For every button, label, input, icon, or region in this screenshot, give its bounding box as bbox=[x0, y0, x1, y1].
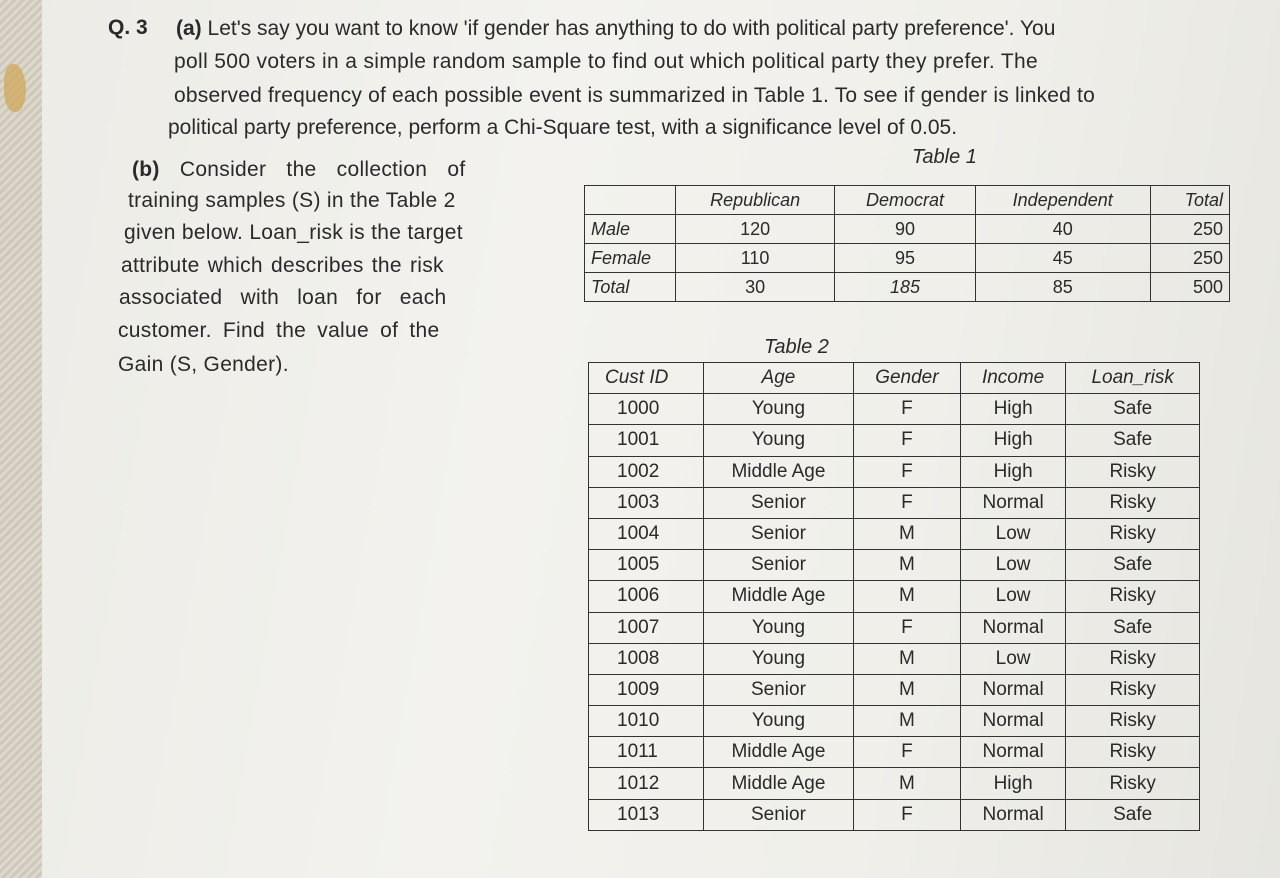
table-row bbox=[589, 643, 1200, 674]
table2-cell: Risky bbox=[1066, 768, 1200, 799]
table1-cell: 85 bbox=[975, 273, 1150, 302]
table-row bbox=[589, 612, 1200, 643]
table1-cell: 250 bbox=[1150, 244, 1229, 273]
table2-cell: F bbox=[853, 737, 960, 768]
table2-cell: 1008 bbox=[589, 643, 704, 674]
table1-header-cell: Independent bbox=[975, 186, 1150, 215]
table-row bbox=[589, 706, 1200, 737]
part-a-line-3: observed frequency of each possible event is summarized in Table 1. To see if gender is linked to bbox=[174, 84, 1095, 107]
table-row bbox=[589, 799, 1200, 830]
table1-header-cell: Democrat bbox=[835, 186, 976, 215]
table1-cell: 45 bbox=[975, 244, 1150, 273]
table2-cell: Risky bbox=[1066, 487, 1200, 518]
table2-cell: Safe bbox=[1066, 799, 1200, 830]
table2-cell: 1003 bbox=[589, 487, 704, 518]
table2-cell: Senior bbox=[704, 518, 854, 549]
table-row bbox=[589, 518, 1200, 549]
table2-cell: Senior bbox=[704, 799, 854, 830]
part-a-line-4: political party preference, perform a Chi-Square test, with a significance level of 0.05. bbox=[168, 116, 958, 139]
background-fabric bbox=[0, 0, 42, 878]
table-row bbox=[589, 394, 1200, 425]
part-b-line-7: Gain (S, Gender). bbox=[118, 353, 289, 376]
table2-cell: Safe bbox=[1066, 612, 1200, 643]
table2-cell: 1013 bbox=[589, 799, 704, 830]
part-b-line-6: customer. Find the value of the bbox=[118, 319, 440, 342]
part-b-line-5: associated with loan for each bbox=[119, 286, 447, 309]
table2-body bbox=[589, 394, 1200, 831]
table2-cell: Young bbox=[704, 394, 854, 425]
table2-cell: 1004 bbox=[589, 518, 704, 549]
table2-cell: Risky bbox=[1066, 456, 1200, 487]
part-b-line-1 bbox=[132, 157, 465, 183]
table1-header-cell bbox=[585, 186, 676, 215]
question-number: Q. 3 bbox=[108, 16, 148, 39]
table-row bbox=[589, 674, 1200, 705]
table2-cell: 1007 bbox=[589, 612, 704, 643]
part-b-label: (b) bbox=[132, 158, 160, 181]
table1-row-label: Male bbox=[585, 215, 676, 244]
table-row bbox=[585, 244, 1230, 273]
table2-cell: F bbox=[853, 487, 960, 518]
table1-caption: Table 1 bbox=[912, 146, 977, 168]
table2-header-cell: Gender bbox=[853, 363, 960, 394]
table2-cell: Low bbox=[960, 581, 1065, 612]
table-row bbox=[589, 581, 1200, 612]
table2-cell: Low bbox=[960, 550, 1065, 581]
part-b-line-4: attribute which describes the risk bbox=[121, 254, 444, 277]
part-a-line-1 bbox=[176, 17, 1055, 41]
table2-cell: M bbox=[853, 518, 960, 549]
table2-cell: F bbox=[853, 799, 960, 830]
table1-cell: 250 bbox=[1150, 215, 1229, 244]
table2-cell: Senior bbox=[704, 550, 854, 581]
part-b-line-2: training samples (S) in the Table 2 bbox=[128, 189, 456, 212]
table2-cell: Normal bbox=[960, 799, 1065, 830]
table2-cell: High bbox=[960, 425, 1065, 456]
part-a-line-2: poll 500 voters in a simple random sample to find out which political party they prefer. The bbox=[174, 50, 1039, 73]
table2-cell: M bbox=[853, 550, 960, 581]
table2-header-cell: Age bbox=[704, 363, 854, 394]
part-b-text-1: Consider the collection of bbox=[179, 158, 466, 181]
table1-header-cell: Republican bbox=[676, 186, 835, 215]
table1-header-row bbox=[585, 186, 1230, 215]
part-a-label: (a) bbox=[176, 17, 202, 40]
table2-cell: F bbox=[853, 456, 960, 487]
table1-cell: 185 bbox=[835, 273, 976, 302]
table2-header-cell: Loan_risk bbox=[1066, 363, 1200, 394]
table2-header-cell: Income bbox=[960, 363, 1065, 394]
table2-cell: M bbox=[853, 768, 960, 799]
table2-cell: Senior bbox=[704, 487, 854, 518]
table-row bbox=[589, 425, 1200, 456]
table2-cell: Young bbox=[704, 425, 854, 456]
table2-cell: Normal bbox=[960, 674, 1065, 705]
table2-cell: Young bbox=[704, 612, 854, 643]
table2-cell: F bbox=[853, 394, 960, 425]
table-row bbox=[589, 737, 1200, 768]
table1-row-label: Total bbox=[585, 273, 676, 302]
table2-cell: 1002 bbox=[589, 456, 704, 487]
table2-cell: High bbox=[960, 394, 1065, 425]
table2-cell: Normal bbox=[960, 487, 1065, 518]
table2-cell: Normal bbox=[960, 737, 1065, 768]
table2-cell: Risky bbox=[1066, 581, 1200, 612]
table2-cell: Safe bbox=[1066, 394, 1200, 425]
table1-cell: 30 bbox=[676, 273, 835, 302]
table2-cell: Middle Age bbox=[704, 737, 854, 768]
table1-cell: 500 bbox=[1150, 273, 1229, 302]
table2-cell: Safe bbox=[1066, 550, 1200, 581]
table-row bbox=[589, 456, 1200, 487]
table1-political-preference bbox=[584, 185, 1230, 302]
table1-cell: 110 bbox=[676, 244, 835, 273]
part-a-text-1: Let's say you want to know 'if gender has anything to do with political party preference'. You bbox=[207, 17, 1056, 40]
table2-cell: F bbox=[853, 425, 960, 456]
table2-cell: Risky bbox=[1066, 706, 1200, 737]
table2-cell: 1011 bbox=[589, 737, 704, 768]
table1-header-cell: Total bbox=[1150, 186, 1229, 215]
table2-header-cell: Cust ID bbox=[589, 363, 704, 394]
table2-cell: M bbox=[853, 674, 960, 705]
table2-cell: Young bbox=[704, 706, 854, 737]
table2-cell: 1012 bbox=[589, 768, 704, 799]
table2-cell: High bbox=[960, 768, 1065, 799]
table2-training-samples bbox=[588, 362, 1200, 831]
table2-cell: F bbox=[853, 612, 960, 643]
table-row bbox=[585, 273, 1230, 302]
table2-cell: Safe bbox=[1066, 425, 1200, 456]
table-row bbox=[589, 550, 1200, 581]
table2-cell: 1009 bbox=[589, 674, 704, 705]
part-b-line-3: given below. Loan_risk is the target bbox=[124, 221, 463, 244]
table2-cell: Low bbox=[960, 643, 1065, 674]
table2-header-row bbox=[589, 363, 1200, 394]
table2-cell: Middle Age bbox=[704, 456, 854, 487]
table2-cell: 1006 bbox=[589, 581, 704, 612]
table2-cell: Middle Age bbox=[704, 768, 854, 799]
table2-cell: Risky bbox=[1066, 737, 1200, 768]
table1-cell: 40 bbox=[975, 215, 1150, 244]
background-fabric-spot bbox=[4, 64, 26, 112]
table2-cell: Senior bbox=[704, 674, 854, 705]
table2-cell: High bbox=[960, 456, 1065, 487]
table-row bbox=[589, 487, 1200, 518]
table2-cell: M bbox=[853, 643, 960, 674]
table2-cell: 1000 bbox=[589, 394, 704, 425]
table2-cell: Low bbox=[960, 518, 1065, 549]
table1-row-label: Female bbox=[585, 244, 676, 273]
table2-cell: Risky bbox=[1066, 643, 1200, 674]
table1-cell: 120 bbox=[676, 215, 835, 244]
table1-cell: 90 bbox=[835, 215, 976, 244]
table2-cell: M bbox=[853, 581, 960, 612]
table2-cell: 1001 bbox=[589, 425, 704, 456]
table2-cell: 1005 bbox=[589, 550, 704, 581]
table2-cell: 1010 bbox=[589, 706, 704, 737]
table2-cell: Risky bbox=[1066, 674, 1200, 705]
table-row bbox=[585, 215, 1230, 244]
table2-cell: M bbox=[853, 706, 960, 737]
table1-cell: 95 bbox=[835, 244, 976, 273]
table2-cell: Risky bbox=[1066, 518, 1200, 549]
table2-cell: Middle Age bbox=[704, 581, 854, 612]
table2-cell: Young bbox=[704, 643, 854, 674]
table2-cell: Normal bbox=[960, 706, 1065, 737]
table2-cell: Normal bbox=[960, 612, 1065, 643]
table2-caption: Table 2 bbox=[764, 336, 829, 358]
table-row bbox=[589, 768, 1200, 799]
